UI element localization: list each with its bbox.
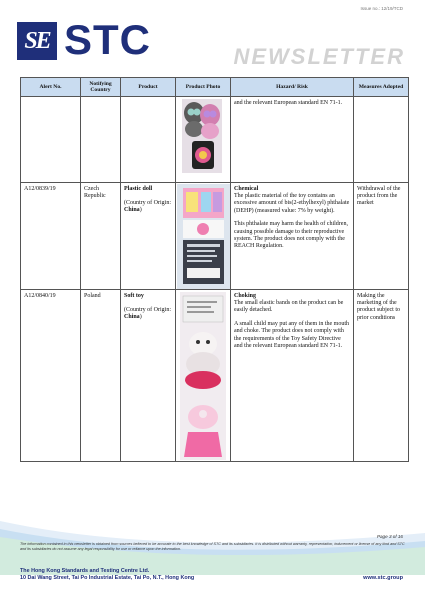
table-row [21, 183, 409, 290]
hazard-paragraph: This phthalate may harm the health of children, causing possible damage to their reproductive system. The product does not comply with the REACH Regulation. [234, 221, 348, 249]
company-address: 10 Dai Wang Street, Tai Po Industrial Estate, Tai Po, N.T., Hong Kong [20, 575, 195, 581]
product-cell [121, 183, 176, 290]
alert-number-cell: A12/0840/19 [21, 290, 81, 462]
product-photo [180, 292, 226, 460]
hazard-block [234, 186, 350, 215]
newsletter-title: NEWSLETTER [233, 44, 405, 69]
measures-cell: Withdrawal of the product from the market [354, 183, 409, 290]
country-cell: Poland [81, 290, 121, 462]
hazard-paragraph: and the relevant European standard EN 71-1. [234, 100, 343, 106]
column-header: Measures Adopted [354, 78, 409, 97]
table-header-row [21, 78, 409, 97]
country-cell: Czech Republic [81, 183, 121, 290]
hazard-paragraph: The plastic material of the toy contains an excessive amount of bis(2-ethylhexyl) phthalate (DEHP) (measured value: 7% by weight). [234, 193, 350, 214]
alert-table [20, 77, 409, 462]
alert-number-cell: A12/0839/19 [21, 183, 81, 290]
product-photo-cell [176, 290, 231, 462]
alert-number-cell [21, 97, 81, 183]
website-link[interactable]: www.stc.group [363, 575, 403, 581]
product-photo-cell [176, 97, 231, 183]
origin-value: China [124, 206, 140, 213]
hazard-title: Chemical [234, 186, 259, 192]
product-cell [121, 290, 176, 462]
column-header: Hazard/ Risk [231, 78, 354, 97]
company-info [20, 568, 194, 582]
table-row [21, 290, 409, 462]
origin-value: China [124, 313, 140, 320]
logo-mark: SE [17, 22, 57, 60]
column-header: Product [121, 78, 176, 97]
page-number: Page 3 of 16 [376, 534, 403, 539]
product-photo [182, 99, 222, 173]
issue-number: Issue no.: 12/19/TCD [360, 6, 403, 11]
hazard-block [234, 293, 350, 315]
product-origin: (Country of Origin: China) [124, 199, 171, 213]
product-cell [121, 97, 176, 183]
origin-label: (Country of Origin: [124, 306, 171, 313]
product-photo-cell [176, 183, 231, 290]
hazard-cell [231, 290, 354, 462]
company-name: The Hong Kong Standards and Testing Centre Ltd. [20, 568, 150, 574]
column-header: Notifying Country [81, 78, 121, 97]
column-header: Alert No. [21, 78, 81, 97]
country-cell [81, 97, 121, 183]
logo-text: STC [64, 16, 151, 63]
measures-cell [354, 97, 409, 183]
hazard-title: Choking [234, 293, 257, 299]
column-header: Product Photo [176, 78, 231, 97]
hazard-paragraph: A small child may put any of them in the mouth and choke. The product does not comply with the requirements of the Toy Safety Directive and the relevant European standard EN 71-1. [234, 321, 349, 349]
product-origin: (Country of Origin: China) [124, 306, 171, 320]
product-photo [177, 184, 230, 289]
origin-label: (Country of Origin: [124, 199, 171, 206]
stc-logo [17, 16, 177, 64]
table-row [21, 97, 409, 183]
measures-cell: Making the marketing of the product subject to prior conditions [354, 290, 409, 462]
hazard-cell [231, 97, 354, 183]
hazard-cell [231, 183, 354, 290]
product-name: Plastic doll [124, 186, 153, 192]
product-name: Soft toy [124, 293, 144, 299]
hazard-paragraph: The small elastic bands on the product can be easily detached. [234, 300, 344, 314]
disclaimer: The information contained in this newsletter is obtained from sources believed to be accurate to the best knowledge of STC and its subsidiaries. It is distributed without warranty, representation, inducement or license of any kind and STC and its subsidiaries do not assume any legal responsibility for use or reliance upon the information. [20, 542, 405, 551]
